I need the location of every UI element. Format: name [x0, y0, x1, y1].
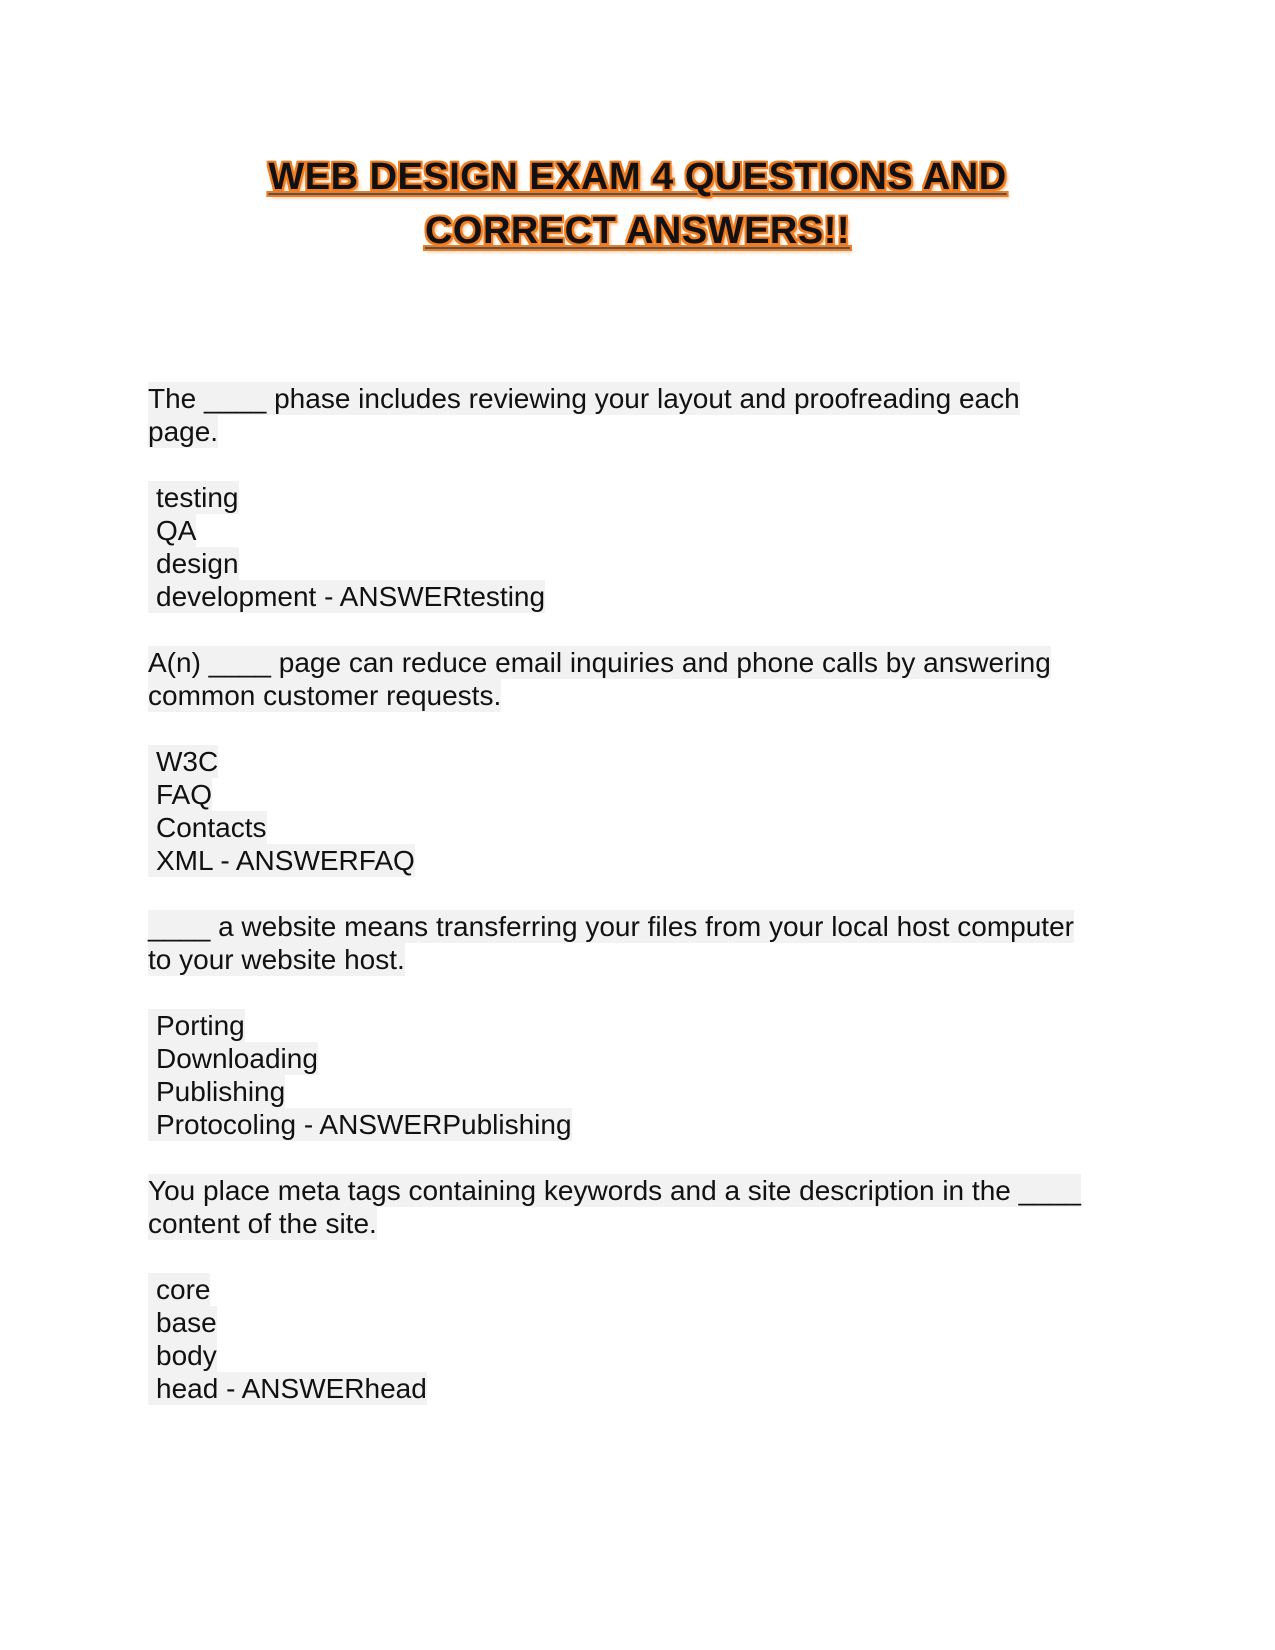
option-item	[148, 811, 1138, 844]
option-item-answer	[148, 580, 1138, 613]
option-item-answer	[148, 1108, 1138, 1141]
option-label: head - ANSWERhead	[148, 1372, 427, 1405]
question-text-line: You place meta tags containing keywords and a site description in the ____	[148, 1175, 1081, 1206]
question-text-line: The ____ phase includes reviewing your layout and proofreading each	[148, 383, 1020, 414]
option-item	[148, 481, 1138, 514]
option-item	[148, 514, 1138, 547]
question-4-text	[148, 1174, 1138, 1240]
question-text-line: A(n) ____ page can reduce email inquiries and phone calls by answering	[148, 647, 1051, 678]
question-text-line: page.	[148, 416, 219, 447]
option-label: development - ANSWERtesting	[148, 580, 545, 613]
option-item	[148, 1075, 1138, 1108]
question-text-line: common customer requests.	[148, 680, 502, 711]
option-item	[148, 1339, 1138, 1372]
option-label: FAQ	[148, 778, 212, 811]
question-2-text	[148, 646, 1138, 712]
option-item	[148, 1042, 1138, 1075]
option-item-answer	[148, 1372, 1138, 1405]
option-label: base	[148, 1306, 217, 1339]
question-text-line: ____ a website means transferring your files from your local host computer	[148, 911, 1074, 942]
option-item	[148, 547, 1138, 580]
option-label: core	[148, 1273, 210, 1306]
option-item	[148, 1273, 1138, 1306]
option-label: Downloading	[148, 1042, 318, 1075]
title-line-2: CORRECT ANSWERS!!	[424, 210, 851, 252]
option-item	[148, 1306, 1138, 1339]
option-label: XML - ANSWERFAQ	[148, 844, 415, 877]
option-label: QA	[148, 514, 196, 547]
option-item	[148, 745, 1138, 778]
question-text-line: content of the site.	[148, 1208, 377, 1239]
question-4-options	[148, 1273, 1138, 1405]
option-label: Porting	[148, 1009, 245, 1042]
option-label: Contacts	[148, 811, 267, 844]
title-line-1: WEB DESIGN EXAM 4 QUESTIONS AND	[268, 156, 1007, 198]
option-label: Protocoling - ANSWERPublishing	[148, 1108, 572, 1141]
option-item	[148, 778, 1138, 811]
option-label: W3C	[148, 745, 218, 778]
option-label: design	[148, 547, 239, 580]
option-label: Publishing	[148, 1075, 285, 1108]
question-1-text	[148, 382, 1138, 448]
question-3-text	[148, 910, 1138, 976]
option-item-answer	[148, 844, 1138, 877]
option-label: body	[148, 1339, 217, 1372]
option-label: testing	[148, 481, 239, 514]
question-3-options	[148, 1009, 1138, 1141]
question-2-options	[148, 745, 1138, 877]
option-item	[148, 1009, 1138, 1042]
question-1-options	[148, 481, 1138, 613]
document-title	[0, 150, 1275, 258]
question-list	[148, 382, 1138, 1438]
question-text-line: to your website host.	[148, 944, 405, 975]
